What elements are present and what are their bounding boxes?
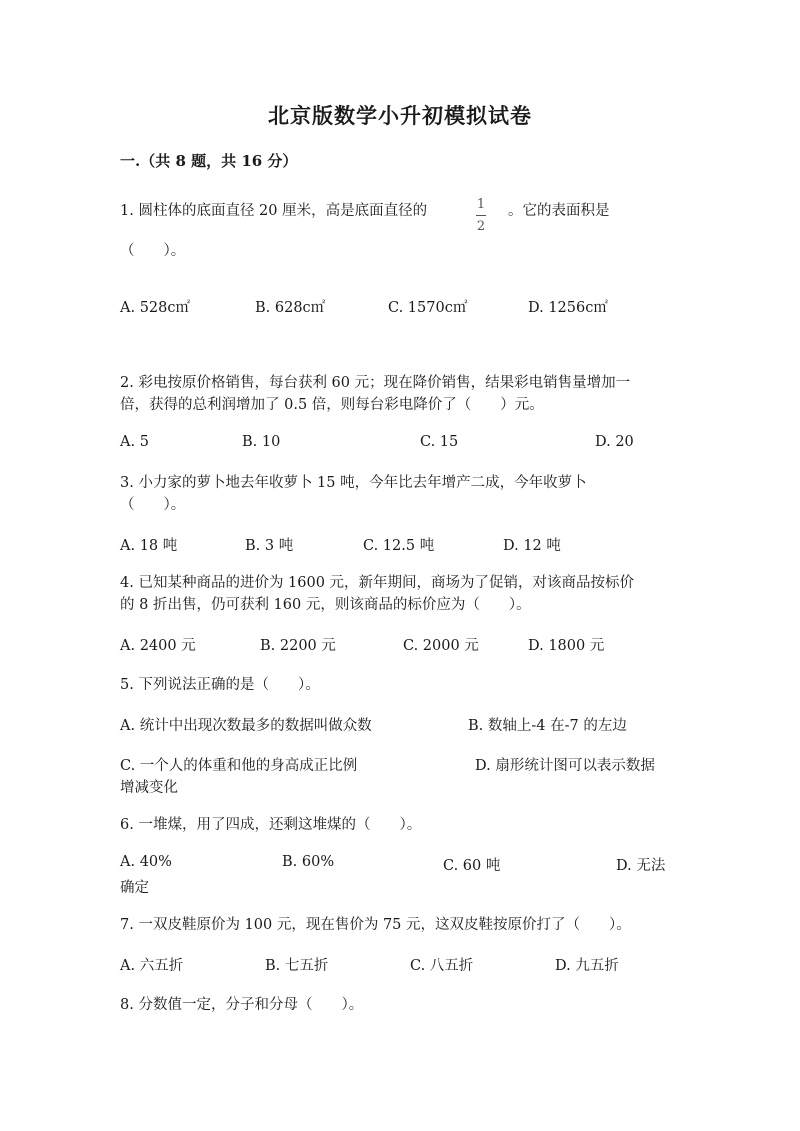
page-title: 北京版数学小升初模拟试卷 (268, 103, 532, 128)
question-6-option-a[interactable]: A. 40% (120, 854, 172, 870)
fraction-numerator: 1 (476, 197, 486, 212)
question-5-option-d[interactable]: D. 扇形统计图可以表示数据 (475, 758, 655, 774)
question-3-option-d[interactable]: D. 12 吨 (503, 538, 561, 554)
question-5-option-a[interactable]: A. 统计中出现次数最多的数据叫做众数 (120, 718, 372, 734)
question-6-line-1: 6. 一堆煤，用了四成，还剩这堆煤的（ ）。 (120, 817, 422, 833)
question-5-line-1: 5. 下列说法正确的是（ ）。 (120, 677, 320, 693)
question-3-option-b[interactable]: B. 3 吨 (245, 538, 294, 554)
question-3-line-2: （ ）。 (120, 497, 186, 513)
question-2-option-b[interactable]: B. 10 (242, 434, 281, 450)
question-2-option-a[interactable]: A. 5 (120, 434, 149, 450)
question-1-option-a[interactable]: A. 528c㎡ (120, 300, 190, 316)
question-7-option-a[interactable]: A. 六五折 (120, 958, 184, 974)
question-7-line-1: 7. 一双皮鞋原价为 100 元，现在售价为 75 元，这双皮鞋按原价打了（ ）。 (120, 917, 631, 933)
question-1-option-b[interactable]: B. 628c㎡ (255, 300, 326, 316)
question-4-option-a[interactable]: A. 2400 元 (120, 638, 196, 654)
fraction-denominator: 2 (476, 219, 486, 234)
question-1-option-d[interactable]: D. 1256c㎡ (528, 300, 608, 316)
question-5-option-d-continued: 增减变化 (120, 780, 178, 796)
question-1-line-1: 1. 圆柱体的底面直径 20 厘米，高是底面直径的 (120, 203, 428, 219)
question-7-option-c[interactable]: C. 八五折 (410, 958, 474, 974)
section-heading: 一.（共 8 题，共 16 分） (120, 152, 298, 170)
question-2-line-1: 2. 彩电按原价格销售，每台获利 60 元；现在降价销售，结果彩电销售量增加一 (120, 375, 631, 391)
question-1-option-c[interactable]: C. 1570c㎡ (388, 300, 468, 316)
question-4-option-b[interactable]: B. 2200 元 (260, 638, 336, 654)
fraction-bar (476, 215, 486, 216)
question-5-option-c[interactable]: C. 一个人的体重和他的身高成正比例 (120, 758, 358, 774)
question-1-line-1-end: 。它的表面积是 (508, 203, 610, 219)
question-3-option-a[interactable]: A. 18 吨 (120, 538, 178, 554)
question-8-line-1: 8. 分数值一定，分子和分母（ ）。 (120, 997, 364, 1013)
fraction-one-half (476, 197, 486, 234)
question-4-option-c[interactable]: C. 2000 元 (403, 638, 479, 654)
question-6-option-c[interactable]: C. 60 吨 (443, 858, 501, 874)
question-2-option-c[interactable]: C. 15 (420, 434, 459, 450)
question-6-option-d-continued: 确定 (120, 880, 149, 896)
question-7-option-b[interactable]: B. 七五折 (265, 958, 329, 974)
question-4-line-1: 4. 已知某种商品的进价为 1600 元，新年期间，商场为了促销，对该商品按标价 (120, 575, 635, 591)
question-3-line-1: 3. 小力家的萝卜地去年收萝卜 15 吨，今年比去年增产二成，今年收萝卜 (120, 475, 587, 491)
question-3-option-c[interactable]: C. 12.5 吨 (363, 538, 435, 554)
question-4-line-2: 的 8 折出售，仍可获利 160 元，则该商品的标价应为（ ）。 (120, 597, 531, 613)
question-2-option-d[interactable]: D. 20 (595, 434, 634, 450)
question-6-option-d[interactable]: D. 无法 (616, 858, 666, 874)
question-5-option-b[interactable]: B. 数轴上-4 在-7 的左边 (468, 718, 627, 734)
question-4-option-d[interactable]: D. 1800 元 (528, 638, 605, 654)
question-2-line-2: 倍，获得的总利润增加了 0.5 倍，则每台彩电降价了（ ）元。 (120, 397, 544, 413)
question-1-line-2: （ ）。 (120, 243, 186, 259)
question-7-option-d[interactable]: D. 九五折 (555, 958, 619, 974)
question-6-option-b[interactable]: B. 60% (282, 854, 335, 870)
